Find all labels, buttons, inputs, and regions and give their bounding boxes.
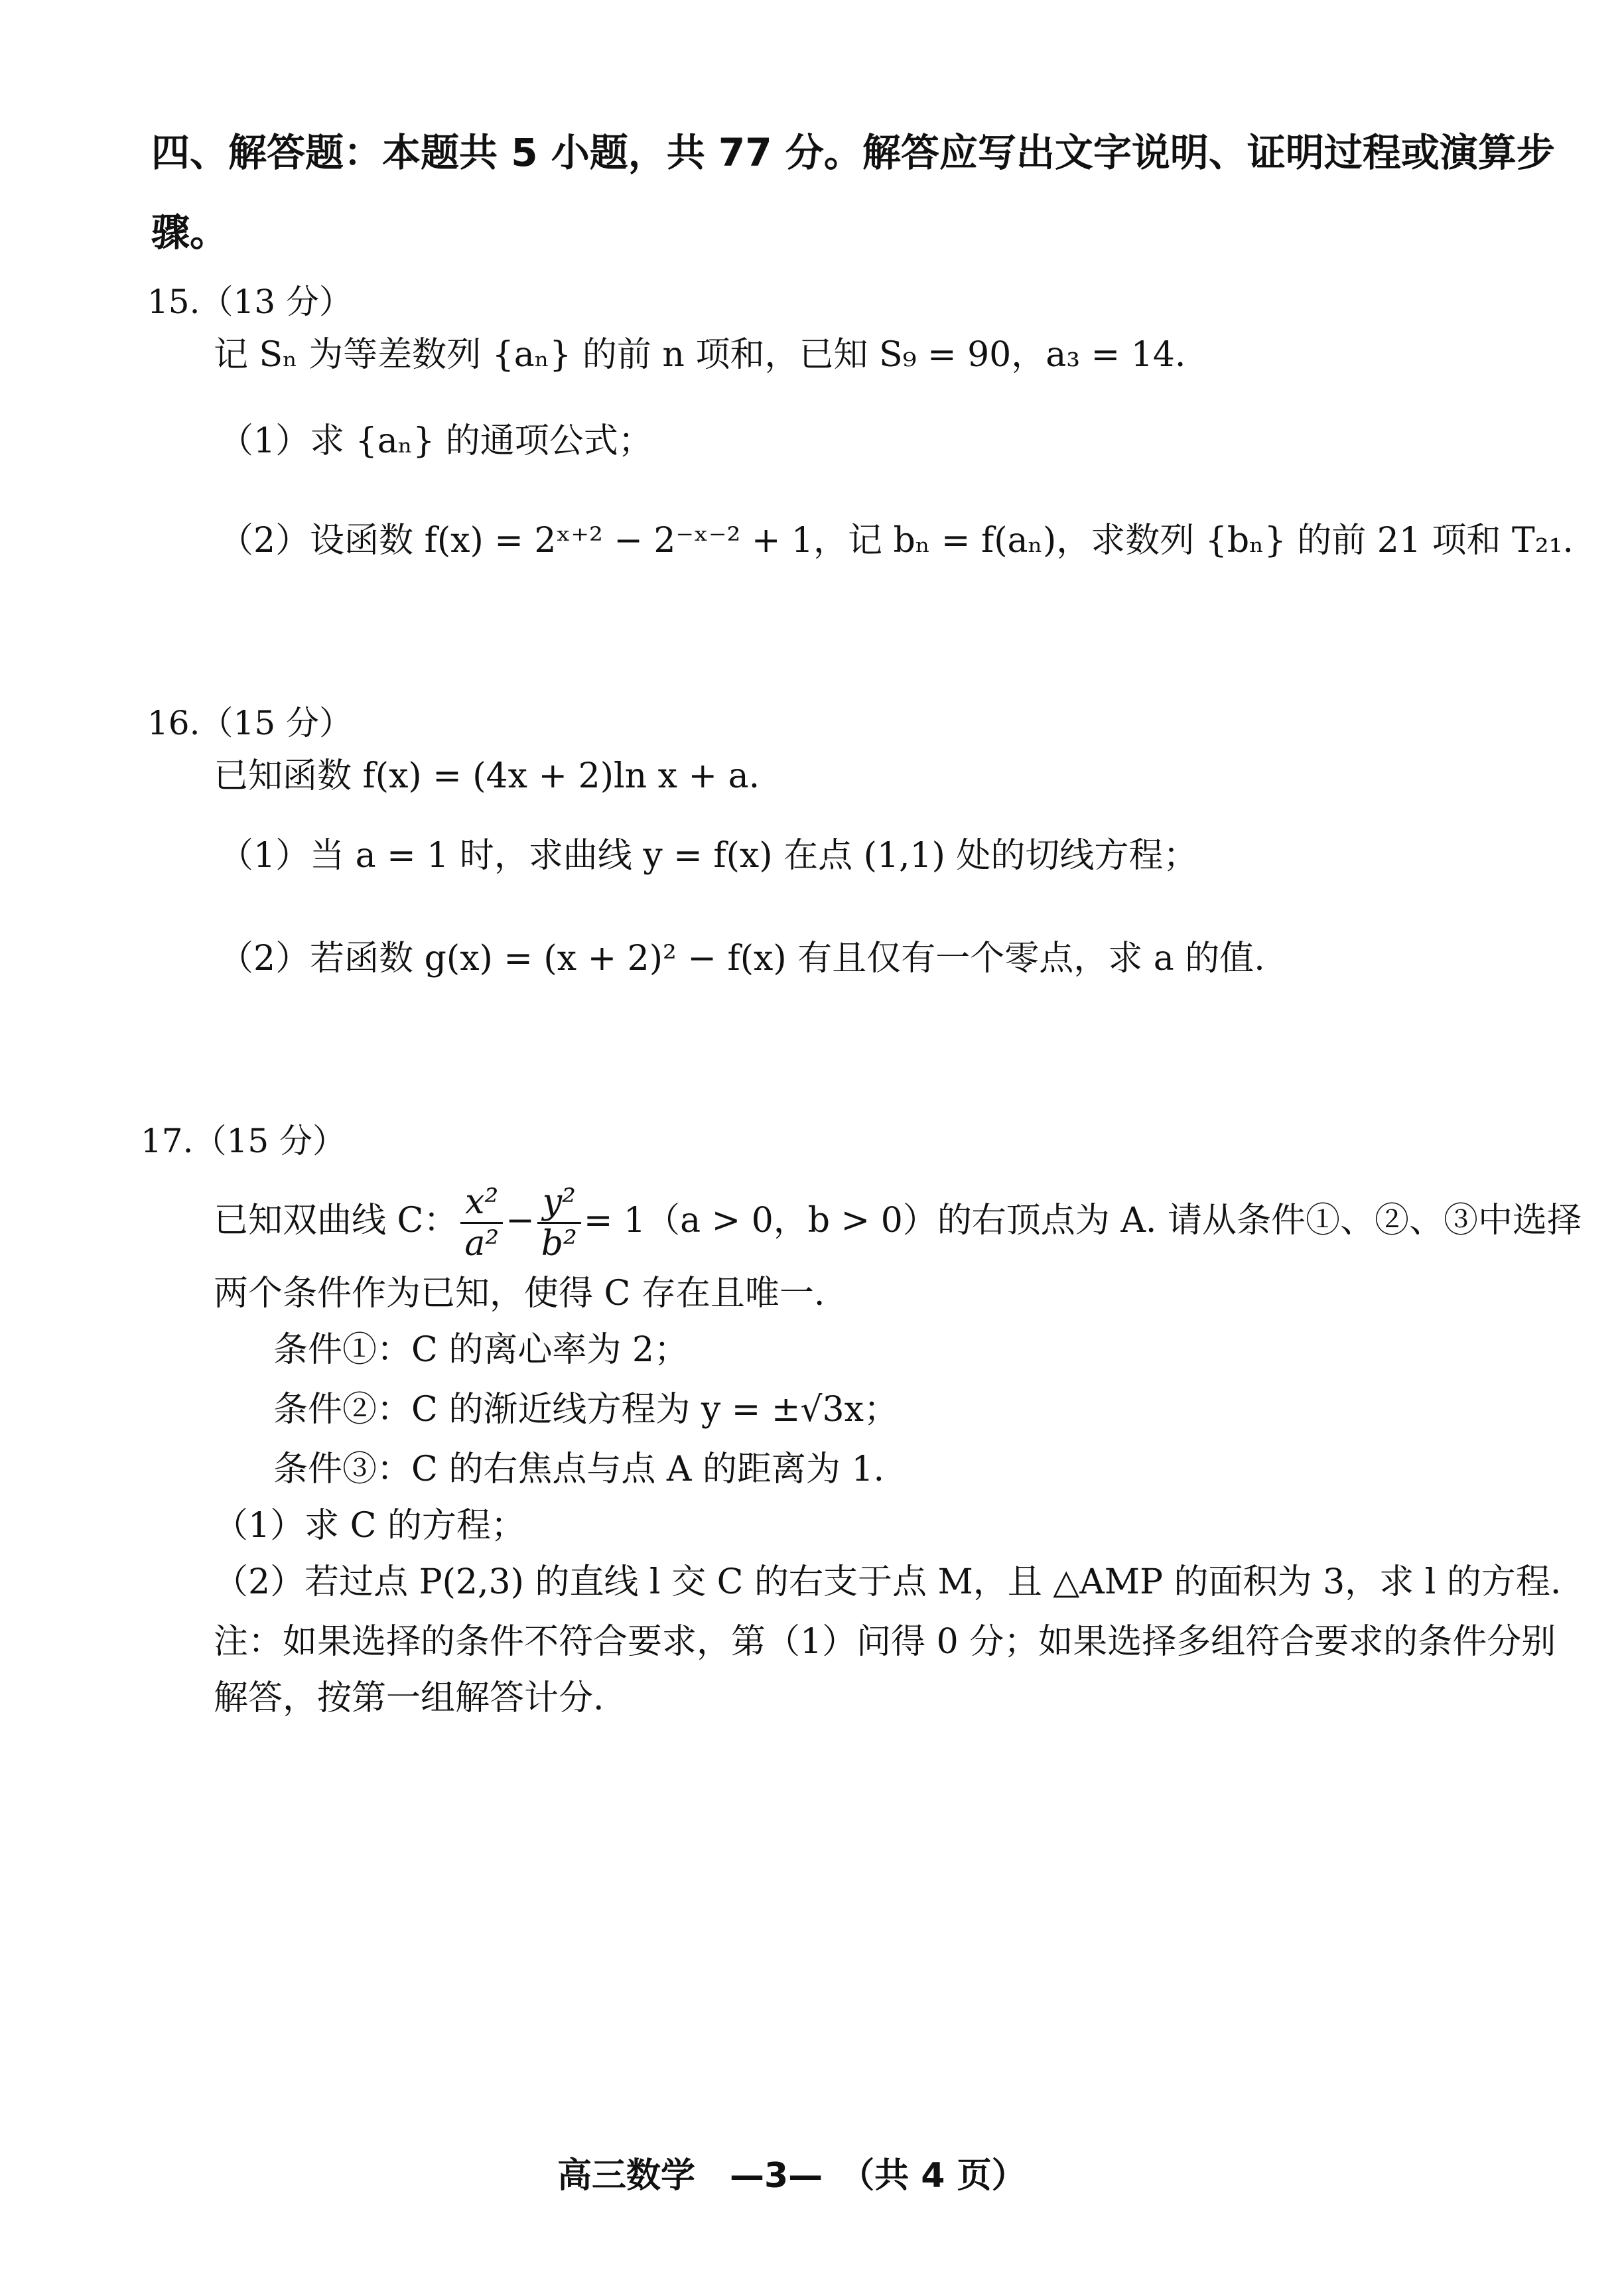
question-15-part2: （2）设函数 f(x) = 2ˣ⁺² − 2⁻ˣ⁻² + 1，记 bₙ = f(aₙ)，求数列 {bₙ} 的前 21 项和 T₂₁.	[219, 521, 1574, 561]
question-17-note-line2: 解答，按第一组解答计分.	[214, 1678, 604, 1718]
fraction-x-numerator: x²	[460, 1185, 503, 1224]
question-15-part1: （1）求 {aₙ} 的通项公式；	[219, 421, 653, 461]
question-16-number: 16.（15 分）	[147, 704, 353, 742]
section-heading-line1: 四、解答题：本题共 5 小题，共 77 分。解答应写出文字说明、证明过程或演算步	[151, 130, 1555, 175]
question-17-intro-prefix: 已知双曲线 C：	[214, 1201, 458, 1241]
question-15-number: 15.（13 分）	[147, 283, 353, 321]
section-heading-line2: 骤。	[151, 210, 229, 255]
question-17-intro	[214, 1182, 1582, 1264]
question-16-stem: 已知函数 f(x) = (4x + 2)ln x + a.	[214, 756, 760, 796]
question-17-intro-suffix: = 1（a > 0，b > 0）的右顶点为 A. 请从条件①、②、③中选择	[583, 1201, 1582, 1241]
hyperbola-fraction-x	[460, 1182, 503, 1264]
question-17-note-line1: 注：如果选择的条件不符合要求，第（1）问得 0 分；如果选择多组符合要求的条件分别	[214, 1622, 1556, 1662]
question-16-part1: （1）当 a = 1 时，求曲线 y = f(x) 在点 (1,1) 处的切线方程；	[219, 836, 1198, 876]
question-17-part2: （2）若过点 P(2,3) 的直线 l 交 C 的右支于点 M，且 △AMP 的面积为 3，求 l 的方程.	[214, 1562, 1562, 1602]
condition-2: 条件②：C 的渐近线方程为 y = ±√3x；	[273, 1390, 898, 1430]
question-17-number: 17.（15 分）	[141, 1122, 346, 1160]
page-footer: 高三数学 —3— （共 4 页）	[557, 2156, 1026, 2196]
question-17-stem-cont: 两个条件作为已知，使得 C 存在且唯一.	[214, 1274, 825, 1313]
question-16-part2: （2）若函数 g(x) = (x + 2)² − f(x) 有且仅有一个零点，求 a 的值.	[219, 939, 1265, 978]
fraction-x-denominator: a²	[464, 1224, 500, 1264]
condition-1: 条件①：C 的离心率为 2；	[273, 1330, 689, 1370]
fraction-minus-sign: −	[506, 1201, 535, 1241]
fraction-y-numerator: y²	[537, 1185, 581, 1224]
question-17-part1: （1）求 C 的方程；	[214, 1506, 525, 1546]
fraction-y-denominator: b²	[541, 1224, 577, 1264]
condition-3: 条件③：C 的右焦点与点 A 的距离为 1.	[273, 1449, 885, 1489]
question-15-stem: 记 Sₙ 为等差数列 {aₙ} 的前 n 项和，已知 S₉ = 90，a₃ = 14.	[214, 335, 1186, 375]
hyperbola-fraction-y	[537, 1182, 581, 1264]
